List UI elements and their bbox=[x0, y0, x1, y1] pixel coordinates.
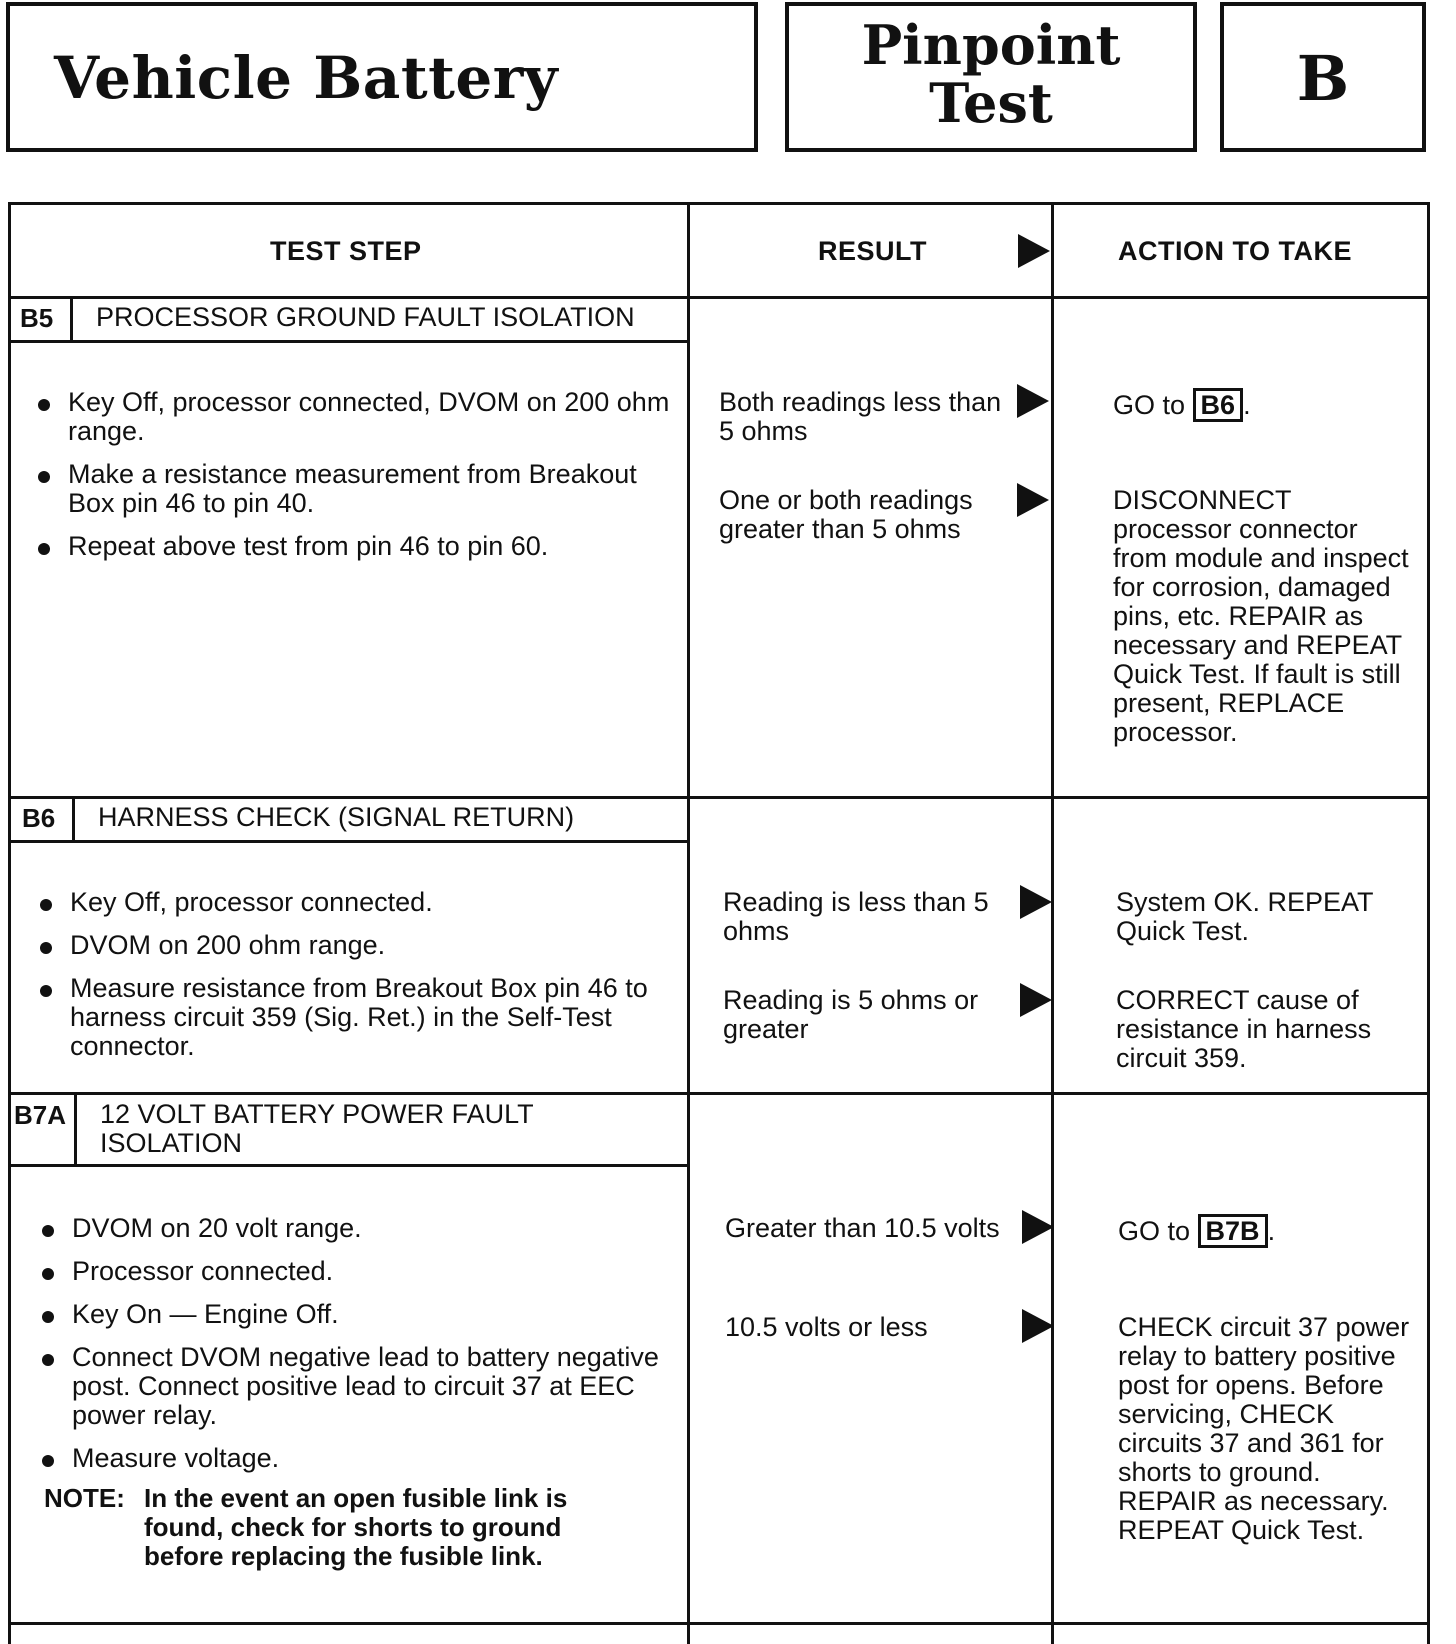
note-text: In the event an open fusible link is found, check for shorts to ground before replacing the fusible link. bbox=[144, 1483, 568, 1571]
list-item: Key Off, processor connected, DVOM on 200 ohm range. bbox=[34, 388, 674, 446]
header-row-rule bbox=[8, 296, 1430, 299]
b7a-action-1 bbox=[1118, 1214, 1418, 1248]
b6-action-1: System OK. REPEAT Quick Test. bbox=[1116, 887, 1374, 946]
test-letter: B bbox=[1296, 42, 1350, 115]
b7a-test-bullets bbox=[38, 1214, 686, 1487]
b5-result-2-arrow-icon bbox=[1017, 483, 1049, 517]
b7a-action-2: CHECK circuit 37 power relay to battery positive post for opens. Before servicing, CHECK circuits 37 and 361 for shorts to ground. REPAIR as necessary. REPEAT Quick Test. bbox=[1118, 1312, 1410, 1545]
list-item: DVOM on 20 volt range. bbox=[38, 1214, 686, 1243]
list-item: Measure resistance from Breakout Box pin 46 to harness circuit 359 (Sig. Ret.) in the Self-Test connector. bbox=[36, 974, 676, 1061]
b6-top-rule bbox=[8, 796, 1430, 799]
list-item: Key On — Engine Off. bbox=[38, 1300, 686, 1329]
b5-action-1-prefix: GO to bbox=[1113, 390, 1186, 420]
b7a-result-1-arrow-icon bbox=[1022, 1210, 1054, 1244]
b6-id-divider bbox=[72, 796, 75, 842]
b5-action-1-suffix: . bbox=[1243, 390, 1251, 420]
b6-title-rule bbox=[8, 840, 690, 843]
b6-result-2-arrow-icon bbox=[1020, 983, 1052, 1017]
b5-result-2: One or both readings greater than 5 ohms bbox=[719, 485, 973, 544]
test-type-line-2: Test bbox=[929, 71, 1053, 135]
step-title-b6: HARNESS CHECK (SIGNAL RETURN) bbox=[98, 802, 575, 832]
b7a-bottom-rule bbox=[8, 1622, 1430, 1625]
b5-action-2: DISCONNECT processor connector from module and inspect for corrosion, damaged pins, etc. REPAIR as necessary and REPEAT Quick Test. If fault is still present, REPLACE processor. bbox=[1113, 485, 1409, 747]
b5-result-1: Both readings less than 5 ohms bbox=[719, 387, 1002, 446]
column-divider-2 bbox=[1051, 202, 1054, 1644]
step-title-b5: PROCESSOR GROUND FAULT ISOLATION bbox=[96, 302, 635, 332]
b7a-title-rule bbox=[8, 1164, 690, 1167]
b7a-action-1-suffix: . bbox=[1267, 1216, 1276, 1246]
column-header-action: ACTION TO TAKE bbox=[1118, 236, 1352, 266]
b6-result-1-arrow-icon bbox=[1020, 885, 1052, 919]
list-item: Connect DVOM negative lead to battery negative post. Connect positive lead to circuit 37 at EEC power relay. bbox=[38, 1343, 686, 1430]
b6-action-2: CORRECT cause of resistance in harness circuit 359. bbox=[1116, 985, 1372, 1073]
column-header-result: RESULT bbox=[818, 236, 927, 266]
column-divider-1 bbox=[687, 202, 690, 1644]
list-item: Make a resistance measurement from Breakout Box pin 46 to pin 40. bbox=[34, 460, 674, 518]
step-id-b5: B5 bbox=[20, 303, 54, 333]
b5-test-bullets bbox=[34, 388, 674, 575]
column-header-test-step: TEST STEP bbox=[270, 236, 422, 266]
list-item: Repeat above test from pin 46 to pin 60. bbox=[34, 532, 674, 561]
b5-title-rule bbox=[8, 340, 690, 343]
b7a-result-2: 10.5 volts or less bbox=[725, 1312, 928, 1342]
list-item: Processor connected. bbox=[38, 1257, 686, 1286]
note-label: NOTE: bbox=[44, 1483, 125, 1513]
b7a-action-1-prefix: GO to bbox=[1118, 1216, 1191, 1246]
page-title: Vehicle Battery bbox=[54, 44, 559, 112]
title-box bbox=[6, 2, 758, 152]
b7a-result-2-arrow-icon bbox=[1022, 1309, 1054, 1343]
test-type-line-1: Pinpoint bbox=[861, 13, 1121, 77]
step-title-b7a: 12 VOLT BATTERY POWER FAULT ISOLATION bbox=[100, 1099, 534, 1158]
b6-test-bullets bbox=[36, 888, 676, 1075]
step-id-b7a: B7A bbox=[14, 1100, 67, 1130]
b7b-reference[interactable]: B7B bbox=[1198, 1214, 1268, 1248]
list-item: Measure voltage. bbox=[38, 1444, 686, 1473]
step-id-b6: B6 bbox=[22, 803, 56, 833]
test-type-label bbox=[789, 13, 1193, 135]
b6-result-1: Reading is less than 5 ohms bbox=[723, 887, 989, 946]
header-arrow-icon bbox=[1018, 234, 1050, 268]
list-item: Key Off, processor connected. bbox=[36, 888, 676, 917]
b6-reference[interactable]: B6 bbox=[1193, 388, 1244, 422]
b7a-top-rule bbox=[8, 1092, 1430, 1095]
b7a-note bbox=[44, 1484, 664, 1574]
list-item: DVOM on 200 ohm range. bbox=[36, 931, 676, 960]
b7a-id-divider bbox=[74, 1092, 77, 1166]
test-type-box bbox=[785, 2, 1197, 152]
b5-result-1-arrow-icon bbox=[1017, 384, 1049, 418]
test-letter-box bbox=[1220, 2, 1426, 152]
b7a-result-1: Greater than 10.5 volts bbox=[725, 1213, 1000, 1243]
b5-id-divider bbox=[70, 296, 73, 342]
b5-action-1 bbox=[1113, 388, 1413, 422]
b6-result-2: Reading is 5 ohms or greater bbox=[723, 985, 979, 1044]
